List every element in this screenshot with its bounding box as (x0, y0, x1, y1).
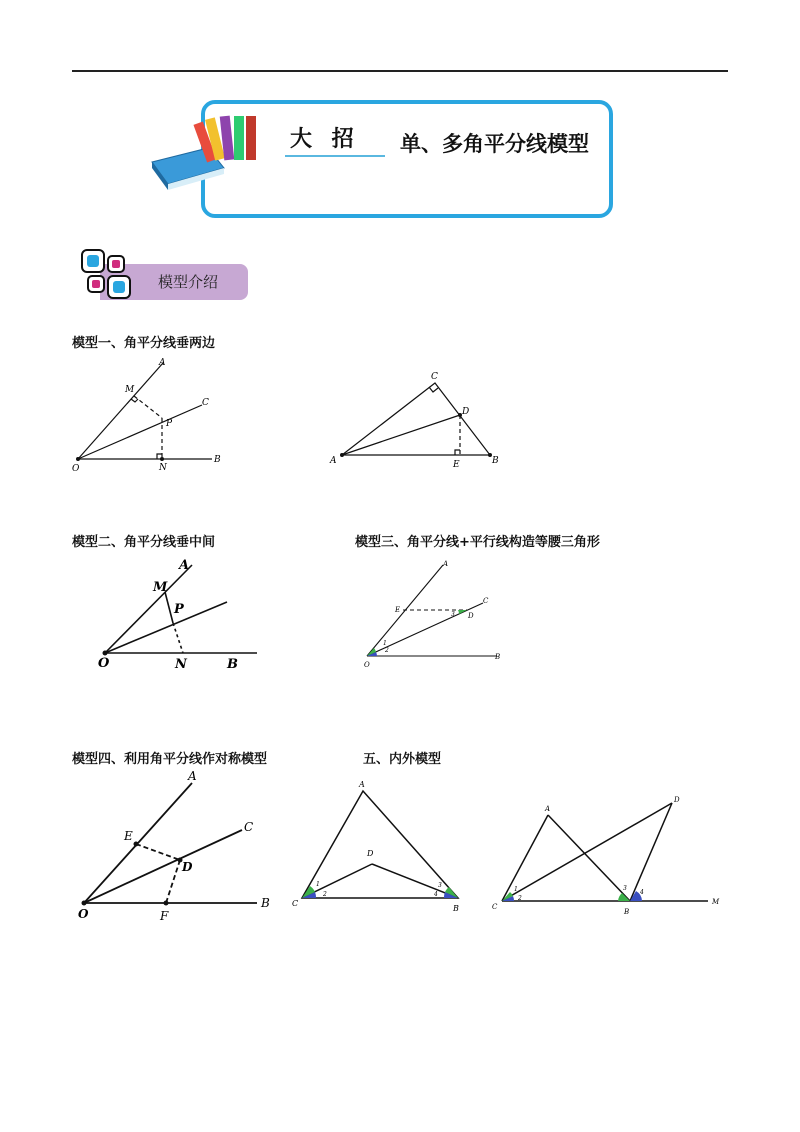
model-2-heading: 模型二、角平分线垂中间 (72, 535, 216, 550)
angle-2: 2 (385, 647, 389, 654)
label-M: M (153, 580, 168, 595)
books-icon (148, 112, 278, 192)
figure-model-4 (70, 768, 280, 923)
banner-big-label: 大 招 (290, 126, 360, 152)
label-C: C (431, 372, 438, 382)
label-E: E (395, 606, 401, 614)
angle-1: 1 (383, 640, 387, 647)
figure-model-1b (325, 368, 510, 473)
label-A: A (330, 456, 337, 466)
label-N: N (159, 463, 167, 473)
figure-model-5b (488, 790, 728, 915)
label-B: B (453, 904, 459, 913)
label-D: D (462, 407, 470, 417)
model-4-heading: 模型四、利用角平分线作对称模型 (72, 752, 268, 767)
banner-underline (285, 155, 385, 157)
angle-2: 2 (518, 895, 522, 902)
label-M: M (712, 898, 720, 906)
label-D: D (674, 796, 680, 804)
label-B: B (495, 653, 501, 661)
label-B: B (492, 456, 499, 466)
label-B: B (261, 896, 270, 910)
model-5-heading: 五、内外模型 (363, 752, 442, 767)
section-label: 模型介绍 (158, 273, 219, 291)
label-A: A (179, 558, 190, 573)
label-O: O (98, 656, 110, 671)
label-F: F (160, 909, 169, 923)
label-M: M (125, 385, 135, 395)
angle-1: 1 (514, 886, 518, 893)
label-C: C (292, 899, 299, 908)
label-N: N (175, 657, 187, 672)
label-A: A (159, 358, 166, 368)
model-3-heading: 模型三、角平分线+平行线构造等腰三角形 (355, 535, 600, 550)
label-A: A (359, 780, 365, 789)
label-P: P (166, 419, 173, 429)
label-C: C (202, 398, 209, 408)
label-C: C (483, 597, 489, 605)
angle-3: 3 (438, 882, 442, 889)
banner-title: 单、多角平分线模型 (400, 131, 589, 156)
label-D: D (367, 849, 374, 858)
angle-4: 4 (434, 891, 438, 898)
label-A: A (188, 769, 197, 783)
angle-1: 1 (316, 881, 320, 888)
angle-2: 2 (323, 891, 327, 898)
label-B: B (214, 455, 221, 465)
label-C: C (492, 903, 498, 911)
top-rule (72, 70, 728, 72)
model-1-heading: 模型一、角平分线垂两边 (72, 336, 216, 351)
label-C: C (244, 820, 254, 834)
label-O: O (78, 907, 89, 921)
angle-3: 3 (623, 885, 627, 892)
label-O: O (364, 661, 370, 669)
angle-4: 4 (640, 889, 644, 896)
label-D: D (182, 860, 193, 874)
figure-model-2 (95, 555, 270, 675)
label-E: E (453, 460, 460, 470)
label-O: O (72, 464, 80, 474)
label-A: A (443, 560, 449, 568)
label-D: D (468, 612, 474, 620)
figure-model-1a (70, 355, 240, 480)
label-B: B (227, 657, 238, 672)
label-E: E (124, 829, 133, 843)
angle-3: 3 (451, 611, 455, 618)
label-B: B (624, 908, 630, 915)
figure-model-3 (355, 557, 515, 672)
label-A: A (545, 805, 551, 813)
section-icon (80, 248, 134, 304)
label-P: P (174, 602, 184, 617)
figure-model-5a (288, 775, 468, 915)
